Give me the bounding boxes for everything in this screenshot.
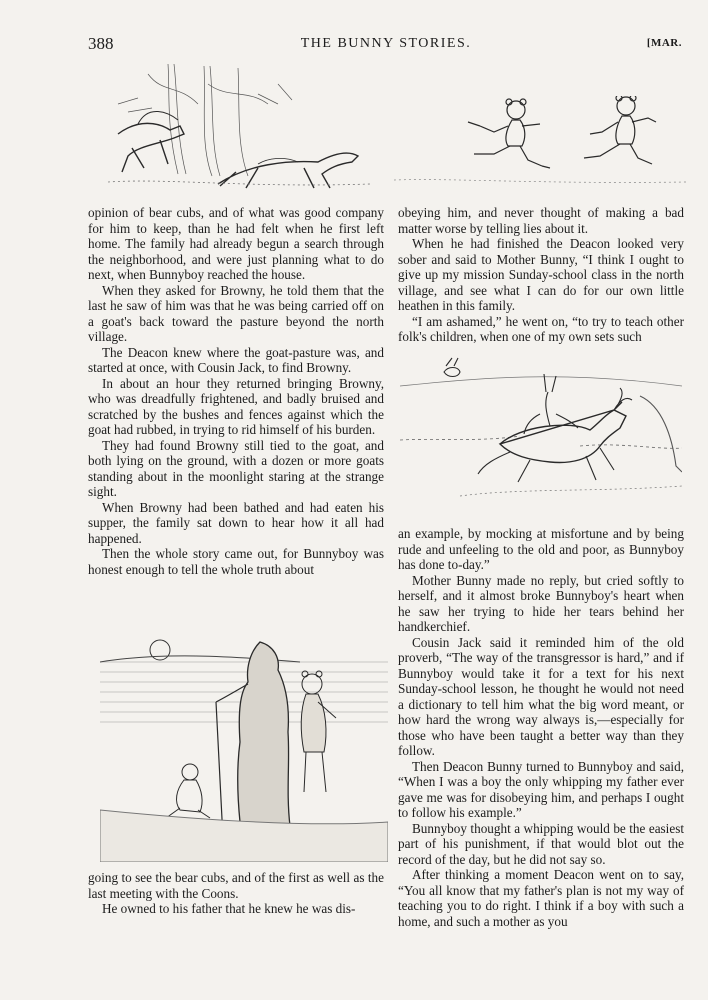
left-column-top — [88, 205, 384, 577]
paragraph: In about an hour they returned bringing Browny, who was dreadfully frightened, and badly bruised and scratched by the bushes and fences against which the goat had rubbed, in trying to rid himself of his burden. — [88, 375, 384, 437]
paragraph: Bunnyboy thought a whipping would be the easiest part of his punishment, if that would blot out the record of the day, but he did not say so. — [398, 820, 684, 867]
paragraph: The Deacon knew where the goat-pasture was, and started at once, with Cousin Jack, to find Browny. — [88, 344, 384, 375]
paragraph: Then the whole story came out, for Bunnyboy was honest enough to tell the whole truth about — [88, 546, 384, 577]
right-column-top — [398, 205, 684, 345]
running-header — [88, 34, 684, 56]
issue-month: [MAR. — [646, 37, 682, 49]
illustration-goat-ride — [400, 356, 682, 518]
paragraph: When Browny had been bathed and had eaten his supper, the family sat down to hear how it all had happened. — [88, 499, 384, 546]
right-column-bottom — [398, 526, 684, 929]
paragraph: Mother Bunny made no reply, but cried softly to herself, and it almost broke Bunnyboy's heart when he saw her trying to hide her tears behind her handkerchief. — [398, 572, 684, 634]
paragraph: Cousin Jack said it reminded him of the old proverb, “The way of the transgressor is hard,” and if Bunnyboy would take it for a text for his next Sunday-school lesson, he thought he would not need a dictionary to tell him what the big word meant, or how hard the wrong way always is,—especially for those who have been taught a better way than they follow. — [398, 634, 684, 758]
paragraph: After thinking a moment Deacon went on to say, “You all know that my father's plan is not my way of teaching you to do right. I think if a boy with such a home, and such a mother as you — [398, 867, 684, 929]
illustration-old-woman — [100, 622, 388, 862]
illustration-dogs-chase — [108, 64, 370, 192]
paragraph: They had found Browny still tied to the goat, and both lying on the ground, with a dozen or more goats standing about in the moonlight staring at the strange sight. — [88, 437, 384, 499]
page-number: 388 — [88, 34, 114, 53]
paragraph: When they asked for Browny, he told them that the last he saw of him was that he was being carried off on a goat's back toward the pasture beyond the north village. — [88, 282, 384, 344]
paragraph: going to see the bear cubs, and of the first as well as the last meeting with the Coons. — [88, 870, 384, 901]
running-title: THE BUNNY STORIES. — [300, 36, 472, 51]
paragraph: Then Deacon Bunny turned to Bunnyboy and said, “When I was a boy the only whipping my father ever gave me was for disobeying him, and perhaps I ought to follow his example.” — [398, 758, 684, 820]
left-column-bottom — [88, 870, 384, 917]
paragraph: opinion of bear cubs, and of what was good company for him to keep, than he had felt when he first left home. The family had already begun a search through the neighborhood, and were just planning what to do next, when Bunnyboy reached the house. — [88, 205, 384, 282]
paragraph: “I am ashamed,” he went on, “to try to teach other folk's children, when one of my own sets such — [398, 313, 684, 344]
paragraph: an example, by mocking at misfortune and by being rude and unfeeling to the old and poor, as Bunnyboy has done to-day.” — [398, 526, 684, 572]
illustration-bears-running — [394, 96, 686, 194]
paragraph: obeying him, and never thought of making a bad matter worse by telling lies about it. — [398, 205, 684, 236]
paragraph: When he had finished the Deacon looked very sober and said to Mother Bunny, “I think I ought to give up my mission Sunday-school class in the north village, and see what I can do for our own little heathen in this family. — [398, 236, 684, 313]
paragraph: He owned to his father that he knew he was dis- — [102, 901, 356, 916]
